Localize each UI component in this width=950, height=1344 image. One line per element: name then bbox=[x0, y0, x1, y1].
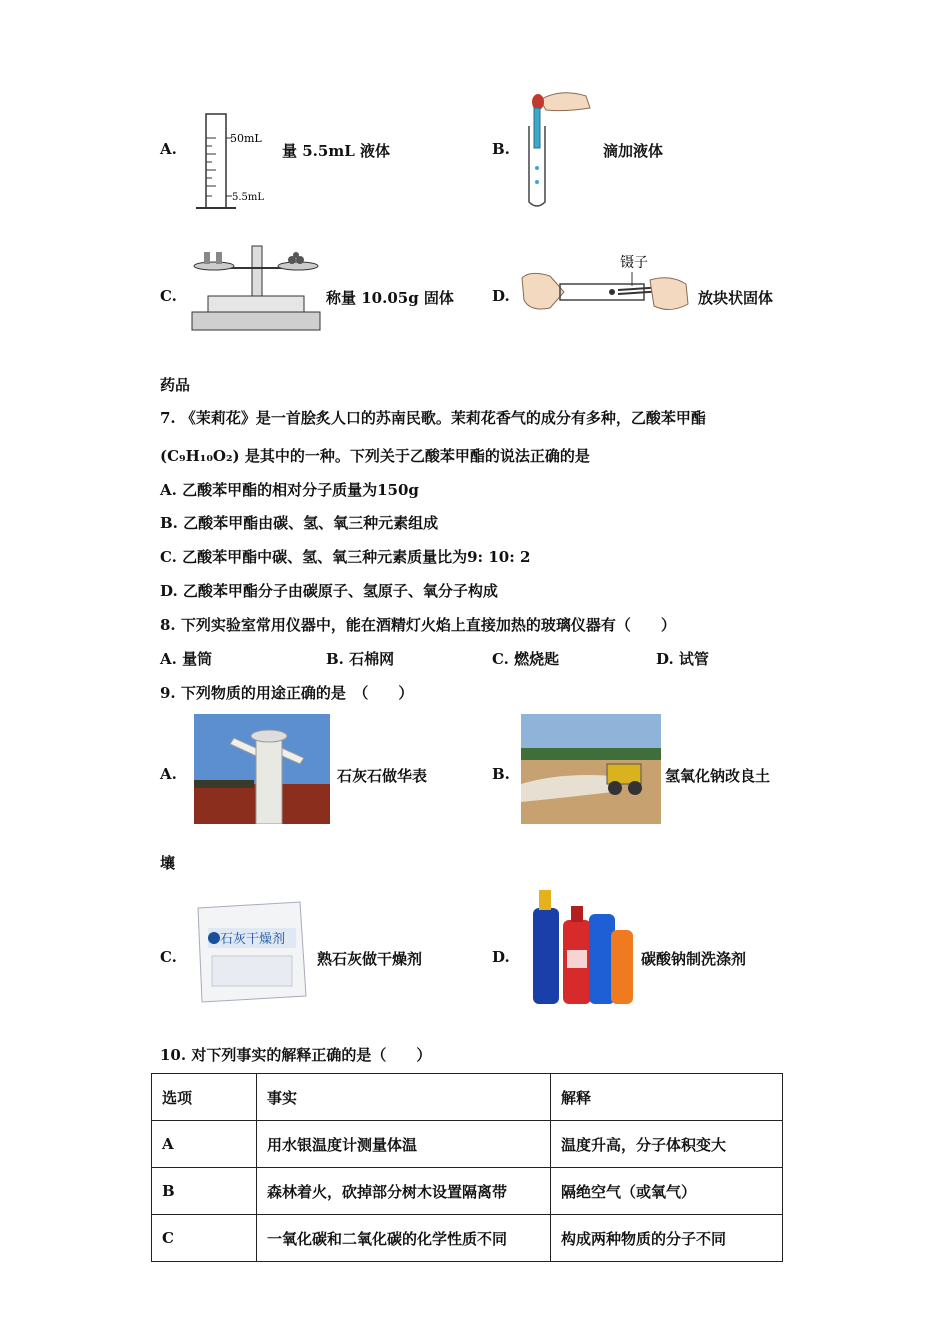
q7-stem-line2: (C₉H₁₀O₂) 是其中的一种。下列关于乙酸苯甲酯的说法正确的是 bbox=[160, 447, 590, 465]
q7-option-a: A. 乙酸苯甲酯的相对分子质量为150g bbox=[160, 481, 419, 499]
detergent-bottles-image bbox=[525, 884, 641, 1008]
q8-option-c: C. 燃烧匙 bbox=[492, 650, 560, 668]
q9-option-c-text: 熟石灰做干燥剂 bbox=[317, 950, 423, 968]
q9-option-b-tail: 壤 bbox=[160, 854, 176, 872]
header-fact: 事实 bbox=[257, 1074, 551, 1121]
cylinder-mark-50ml: 50mL bbox=[230, 132, 262, 145]
row-option: A bbox=[152, 1121, 257, 1168]
row-explanation: 隔绝空气（或氧气） bbox=[551, 1168, 783, 1215]
q9-option-d-text: 碳酸钠制洗涤剂 bbox=[641, 950, 747, 968]
table-header-row bbox=[152, 1074, 783, 1121]
dropper-test-tube-image bbox=[520, 86, 592, 214]
row-fact: 森林着火，砍掉部分树木设置隔离带 bbox=[257, 1168, 551, 1215]
balance-scale-image bbox=[188, 240, 324, 332]
row-explanation: 构成两种物质的分子不同 bbox=[551, 1215, 783, 1262]
header-explanation: 解释 bbox=[551, 1074, 783, 1121]
table-row bbox=[152, 1215, 783, 1262]
desiccant-bag-image bbox=[190, 898, 310, 1006]
q8-option-a: A. 量筒 bbox=[160, 650, 213, 668]
farm-tractor-image bbox=[521, 714, 661, 824]
table-row bbox=[152, 1121, 783, 1168]
q9-option-b-text: 氢氧化钠改良土 bbox=[665, 767, 771, 785]
q6-option-c-letter: C. bbox=[160, 287, 177, 305]
q9-option-d-letter: D. bbox=[492, 948, 510, 966]
q6-option-b-text: 滴加液体 bbox=[603, 142, 664, 160]
q6-option-a-text: 量 5.5mL 液体 bbox=[282, 142, 390, 160]
table-row bbox=[152, 1168, 783, 1215]
row-explanation: 温度升高，分子体积变大 bbox=[551, 1121, 783, 1168]
q7-option-d: D. 乙酸苯甲酯分子由碳原子、氢原子、氧分子构成 bbox=[160, 582, 498, 600]
cylinder-mark-5ml: 5.5mL bbox=[232, 192, 265, 203]
q9-option-b-letter: B. bbox=[492, 765, 510, 783]
row-fact: 一氧化碳和二氧化碳的化学性质不同 bbox=[257, 1215, 551, 1262]
tweezers-label: 镊子 bbox=[620, 255, 648, 271]
q9-option-c-letter: C. bbox=[160, 948, 177, 966]
q6-option-b-letter: B. bbox=[492, 140, 510, 158]
huabiao-column-image bbox=[194, 714, 330, 824]
q9-option-a-letter: A. bbox=[160, 765, 177, 783]
q7-option-b: B. 乙酸苯甲酯由碳、氢、氧三种元素组成 bbox=[160, 514, 439, 532]
q6-option-a-letter: A. bbox=[160, 140, 177, 158]
graduated-cylinder-image bbox=[188, 108, 274, 214]
q8-option-b: B. 石棉网 bbox=[326, 650, 395, 668]
tweezers-test-tube-image bbox=[520, 250, 690, 330]
row-fact: 用水银温度计测量体温 bbox=[257, 1121, 551, 1168]
q7-stem-line1: 7. 《茉莉花》是一首脍炙人口的苏南民歌。茉莉花香气的成分有多种，乙酸苯甲酯 bbox=[160, 409, 706, 427]
row-option: C bbox=[152, 1215, 257, 1262]
q10-table bbox=[151, 1073, 783, 1262]
header-option: 选项 bbox=[152, 1074, 257, 1121]
q6-option-d-letter: D. bbox=[492, 287, 510, 305]
q6-option-d-tail: 药品 bbox=[160, 376, 191, 394]
q8-option-d: D. 试管 bbox=[656, 650, 709, 668]
q9-option-a-text: 石灰石做华表 bbox=[337, 767, 428, 785]
q6-option-c-text: 称量 10.05g 固体 bbox=[326, 289, 454, 307]
q6-option-d-text: 放块状固体 bbox=[698, 289, 774, 307]
q8-stem: 8. 下列实验室常用仪器中，能在酒精灯火焰上直接加热的玻璃仪器有（ ） bbox=[160, 616, 676, 634]
q9-stem: 9. 下列物质的用途正确的是 （ ） bbox=[160, 684, 414, 702]
q10-stem: 10. 对下列事实的解释正确的是（ ） bbox=[160, 1046, 432, 1064]
q7-option-c: C. 乙酸苯甲酯中碳、氢、氧三种元素质量比为9: 10: 2 bbox=[160, 548, 531, 566]
row-option: B bbox=[152, 1168, 257, 1215]
desiccant-label: 石灰干燥剂 bbox=[220, 932, 286, 947]
